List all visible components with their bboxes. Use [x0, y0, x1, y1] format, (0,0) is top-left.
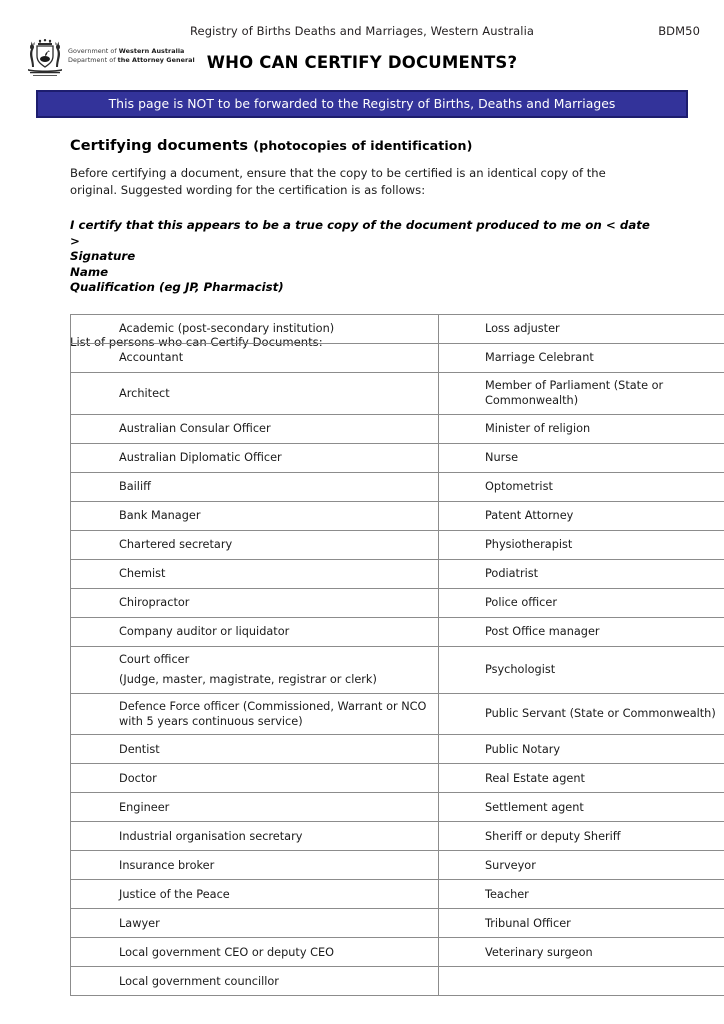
table-row — [71, 764, 724, 793]
registry-header-text: Registry of Births Deaths and Marriages, Western Australia — [189, 24, 535, 38]
logo-line-1: Government of Western Australia — [68, 47, 185, 55]
certifier-cell-right: Veterinary surgeon — [439, 938, 724, 967]
table-row — [71, 559, 724, 588]
certifier-cell-right: Settlement agent — [439, 793, 724, 822]
certifiers-table — [70, 314, 724, 996]
certifier-cell-left — [71, 646, 439, 693]
certifier-cell-right: Public Notary — [439, 735, 724, 764]
certifier-cell-right: Podiatrist — [439, 559, 724, 588]
certifiers-table-body — [71, 315, 724, 996]
certifier-cell-left: Architect — [71, 373, 439, 415]
certifier-cell-left: Chartered secretary — [71, 530, 439, 559]
certifier-cell-left: Australian Diplomatic Officer — [71, 443, 439, 472]
certifier-cell-right: Public Servant (State or Commonwealth) — [439, 693, 724, 735]
certifier-cell-right: Psychologist — [439, 646, 724, 693]
table-row — [71, 735, 724, 764]
certifier-cell-left: Academic (post-secondary institution) — [71, 315, 439, 344]
certifier-cell-right: Patent Attorney — [439, 501, 724, 530]
certifier-cell-left: Lawyer — [71, 909, 439, 938]
certifier-cell-right: Teacher — [439, 880, 724, 909]
table-row — [71, 414, 724, 443]
wording-line-name: Name — [70, 264, 109, 279]
form-code: BDM50 — [658, 24, 700, 38]
certifier-cell-left: Defence Force officer (Commissioned, Warrant or NCO with 5 years continuous service) — [71, 693, 439, 735]
list-intro-text: List of persons who can Certify Documents: — [70, 334, 323, 349]
table-row — [71, 880, 724, 909]
certifier-cell-right: Real Estate agent — [439, 764, 724, 793]
section-heading-sub: (photocopies of identification) — [253, 138, 473, 153]
table-row — [71, 344, 724, 373]
certifier-cell-right: Post Office manager — [439, 617, 724, 646]
table-row — [71, 617, 724, 646]
table-row — [71, 530, 724, 559]
certifier-cell-left: Bank Manager — [71, 501, 439, 530]
certifier-cell-right: Surveyor — [439, 851, 724, 880]
wording-line-certify: I certify that this appears to be a true copy of the document produced to me on < date > — [70, 218, 650, 248]
certifier-cell-left: Company auditor or liquidator — [71, 617, 439, 646]
certifier-cell-right: Minister of religion — [439, 414, 724, 443]
certifier-cell-right: Physiotherapist — [439, 530, 724, 559]
certifier-cell-right: Nurse — [439, 443, 724, 472]
certifier-cell-left: Bailiff — [71, 472, 439, 501]
logo-line-2: Department of the Attorney General — [68, 55, 195, 64]
certifier-cell-right: Loss adjuster — [439, 315, 724, 344]
table-row — [71, 501, 724, 530]
table-row — [71, 851, 724, 880]
certifier-label-left-line2: (Judge, master, magistrate, registrar or clerk) — [119, 673, 377, 687]
table-row — [71, 588, 724, 617]
wording-line-qualification: Qualification (eg JP, Pharmacist) — [70, 280, 284, 295]
table-row — [71, 443, 724, 472]
notice-banner — [36, 90, 688, 118]
table-row — [71, 472, 724, 501]
certifier-cell-left: Chiropractor — [71, 588, 439, 617]
section-heading-main: Certifying documents — [70, 138, 254, 154]
certifier-cell-left: Insurance broker — [71, 851, 439, 880]
certifier-cell-left: Local government CEO or deputy CEO — [71, 938, 439, 967]
page-title: WHO CAN CERTIFY DOCUMENTS? — [206, 53, 518, 72]
certifier-cell-left: Local government councillor — [71, 967, 439, 996]
certifier-cell-right: Tribunal Officer — [439, 909, 724, 938]
certifier-cell-right: Marriage Celebrant — [439, 344, 724, 373]
certifier-cell-right: Member of Parliament (State or Commonwealth) — [439, 373, 724, 415]
certifier-label-left-line1: Court officer — [119, 652, 190, 666]
certifier-cell-right: Optometrist — [439, 472, 724, 501]
table-row — [71, 822, 724, 851]
table-row — [71, 315, 724, 344]
table-row — [71, 646, 724, 693]
table-row — [71, 909, 724, 938]
wording-line-signature: Signature — [70, 249, 136, 264]
certifier-cell-left: Engineer — [71, 793, 439, 822]
certifier-cell-left: Chemist — [71, 559, 439, 588]
table-row — [71, 373, 724, 415]
certifier-cell-left: Australian Consular Officer — [71, 414, 439, 443]
certification-wording — [70, 218, 650, 296]
certifier-cell-left: Doctor — [71, 764, 439, 793]
certifier-cell-right — [439, 967, 724, 996]
intro-paragraph: Before certifying a document, ensure that the copy to be certified is an identical copy of the original. Suggested wording for the certification is as follows: — [70, 166, 606, 197]
table-row — [71, 693, 724, 735]
certifier-cell-right: Sheriff or deputy Sheriff — [439, 822, 724, 851]
certifier-cell-left: Industrial organisation secretary — [71, 822, 439, 851]
certifier-cell-left: Accountant — [71, 344, 439, 373]
table-row — [71, 938, 724, 967]
notice-banner-text: This page is NOT to be forwarded to the Registry of Births, Deaths and Marriages — [108, 96, 616, 111]
certifier-cell-left: Justice of the Peace — [71, 880, 439, 909]
table-row — [71, 793, 724, 822]
certifier-cell-right: Police officer — [439, 588, 724, 617]
certifier-cell-left: Dentist — [71, 735, 439, 764]
table-row — [71, 967, 724, 996]
section-heading — [70, 136, 650, 156]
